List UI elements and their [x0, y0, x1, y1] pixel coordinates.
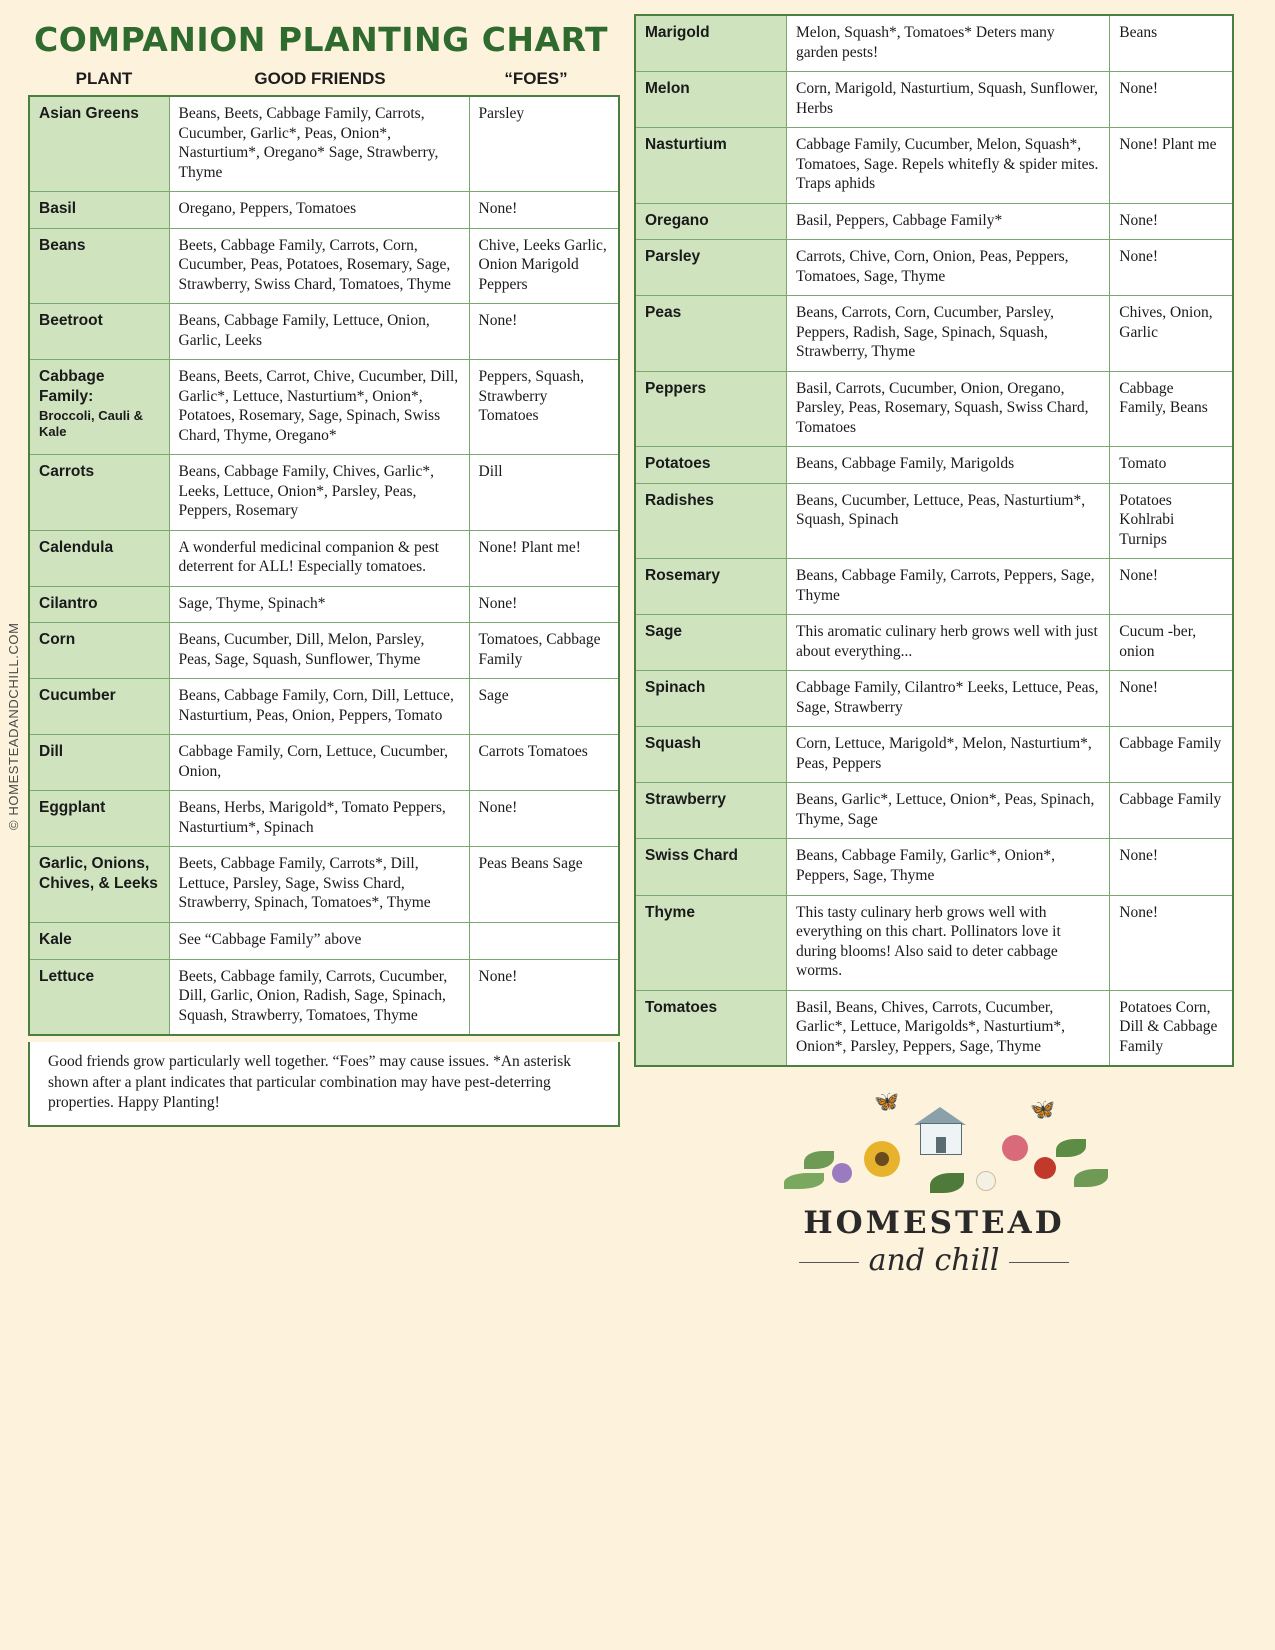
- plant-name: Eggplant: [39, 799, 106, 817]
- table-row: [635, 72, 1233, 128]
- foes-cell: Beans: [1110, 15, 1233, 72]
- foes-cell: None!: [1110, 671, 1233, 727]
- plant-name-cell: [29, 530, 169, 586]
- table-row: [29, 304, 619, 360]
- foes-cell: Sage: [469, 679, 619, 735]
- table-row: [29, 228, 619, 304]
- copyright-watermark: © HOMESTEADANDCHILL.COM: [6, 622, 21, 830]
- flower-pink-icon: [1002, 1135, 1028, 1161]
- good-friends-cell: Melon, Squash*, Tomatoes* Deters many garden pests!: [787, 15, 1110, 72]
- plant-name-cell: [29, 922, 169, 959]
- plant-name-cell: [635, 783, 787, 839]
- good-friends-cell: Beans, Cabbage Family, Corn, Dill, Lettuce, Nasturtium, Peas, Onion, Peppers, Tomato: [169, 679, 469, 735]
- plant-name: Sage: [645, 623, 683, 641]
- plant-name-cell: [29, 228, 169, 304]
- foes-cell: None!: [1110, 895, 1233, 990]
- good-friends-cell: Beets, Cabbage Family, Carrots, Corn, Cucumber, Peas, Potatoes, Rosemary, Sage, Strawberry, Swiss Chard, Tomatoes, Thyme: [169, 228, 469, 304]
- plant-name: Dill: [39, 743, 64, 761]
- foes-cell: None!: [1110, 72, 1233, 128]
- foes-cell: None!: [1110, 240, 1233, 296]
- left-chart-table: [28, 95, 620, 1036]
- table-row: [635, 447, 1233, 484]
- table-row: [635, 783, 1233, 839]
- plant-name-cell: [29, 623, 169, 679]
- plant-name: Beetroot: [39, 312, 103, 330]
- flower-red-icon: [1034, 1157, 1056, 1179]
- foes-cell: Potatoes Corn, Dill & Cabbage Family: [1110, 990, 1233, 1066]
- plant-name: Rosemary: [645, 567, 720, 585]
- plant-name: Oregano: [645, 211, 709, 229]
- table-row: [29, 922, 619, 959]
- plant-name-cell: [635, 128, 787, 204]
- plant-name: Carrots: [39, 463, 95, 481]
- butterfly-icon: 🦋: [874, 1091, 899, 1114]
- plant-name-cell: [29, 791, 169, 847]
- good-friends-cell: Basil, Carrots, Cucumber, Onion, Oregano, Parsley, Peas, Rosemary, Squash, Swiss Chard, Tomatoes: [787, 371, 1110, 447]
- foes-cell: Tomatoes, Cabbage Family: [469, 623, 619, 679]
- table-row: [29, 735, 619, 791]
- table-row: [29, 791, 619, 847]
- plant-name-cell: [635, 15, 787, 72]
- foes-cell: Tomato: [1110, 447, 1233, 484]
- good-friends-cell: A wonderful medicinal companion & pest deterrent for ALL! Especially tomatoes.: [169, 530, 469, 586]
- plant-name: Thyme: [645, 903, 695, 921]
- plant-name-cell: [635, 203, 787, 240]
- table-row: [29, 586, 619, 623]
- good-friends-cell: Beans, Cucumber, Lettuce, Peas, Nasturtium*, Squash, Spinach: [787, 483, 1110, 559]
- left-column: [28, 14, 620, 1127]
- foes-cell: None!: [469, 791, 619, 847]
- good-friends-cell: Beans, Cabbage Family, Carrots, Peppers, Sage, Thyme: [787, 559, 1110, 615]
- plant-name: Strawberry: [645, 791, 726, 809]
- plant-name: Spinach: [645, 679, 706, 697]
- right-column: [634, 14, 1234, 1315]
- foes-cell: Cabbage Family: [1110, 727, 1233, 783]
- plant-name: Peas: [645, 304, 682, 322]
- plant-name: Lettuce: [39, 967, 95, 985]
- plant-name: Kale: [39, 930, 72, 948]
- table-row: [29, 959, 619, 1035]
- plant-name-cell: [635, 559, 787, 615]
- plant-name-cell: [29, 735, 169, 791]
- plant-name-cell: [635, 483, 787, 559]
- plant-name-cell: [635, 447, 787, 484]
- good-friends-cell: Beans, Carrots, Corn, Cucumber, Parsley, Peppers, Radish, Sage, Spinach, Squash, Strawberry, Thyme: [787, 296, 1110, 372]
- logo-rule-left: [799, 1262, 859, 1263]
- plant-name-cell: [635, 615, 787, 671]
- plant-name: Marigold: [645, 24, 710, 41]
- good-friends-cell: Beans, Cucumber, Dill, Melon, Parsley, Peas, Sage, Squash, Sunflower, Thyme: [169, 623, 469, 679]
- plant-name: Calendula: [39, 538, 114, 556]
- plant-name: Peppers: [645, 379, 707, 397]
- foes-cell: None!: [1110, 203, 1233, 240]
- foes-cell: None!: [469, 192, 619, 229]
- foes-cell: Chive, Leeks Garlic, Onion Marigold Peppers: [469, 228, 619, 304]
- foes-cell: Potatoes Kohlrabi Turnips: [1110, 483, 1233, 559]
- good-friends-cell: This aromatic culinary herb grows well with just about everything...: [787, 615, 1110, 671]
- flower-white-icon: [976, 1171, 996, 1191]
- foes-cell: None!: [469, 304, 619, 360]
- plant-name: Radishes: [645, 491, 714, 509]
- plant-name-cell: [635, 240, 787, 296]
- table-row: [29, 679, 619, 735]
- table-row: [29, 455, 619, 531]
- plant-name-cell: [29, 586, 169, 623]
- good-friends-cell: Corn, Lettuce, Marigold*, Melon, Nasturtium*, Peas, Peppers: [787, 727, 1110, 783]
- plant-name-cell: [29, 360, 169, 455]
- plant-name-cell: [635, 839, 787, 895]
- table-row: [29, 847, 619, 923]
- plant-name-cell: [635, 671, 787, 727]
- table-row: [635, 203, 1233, 240]
- flower-purple-icon: [832, 1163, 852, 1183]
- foes-cell: None! Plant me: [1110, 128, 1233, 204]
- plant-name: Asian Greens: [39, 105, 139, 122]
- plant-name: Beans: [39, 236, 86, 254]
- plant-name-cell: [635, 727, 787, 783]
- good-friends-cell: See “Cabbage Family” above: [169, 922, 469, 959]
- good-friends-cell: Beans, Cabbage Family, Chives, Garlic*, Leeks, Lettuce, Onion*, Parsley, Peas, Peppers, Rosemary: [169, 455, 469, 531]
- good-friends-cell: Beans, Herbs, Marigold*, Tomato Peppers, Nasturtium*, Spinach: [169, 791, 469, 847]
- table-row: [635, 895, 1233, 990]
- table-row: [635, 559, 1233, 615]
- good-friends-cell: Beans, Cabbage Family, Marigolds: [787, 447, 1110, 484]
- plant-name: Melon: [645, 80, 690, 98]
- leaf-icon: [930, 1173, 964, 1193]
- logo-script-text: and chill: [868, 1243, 1000, 1279]
- plant-name: Garlic, Onions, Chives, & Leeks: [39, 855, 158, 892]
- foes-cell: None!: [469, 586, 619, 623]
- good-friends-cell: Sage, Thyme, Spinach*: [169, 586, 469, 623]
- plant-name: Parsley: [645, 248, 701, 266]
- good-friends-cell: Beans, Beets, Cabbage Family, Carrots, Cucumber, Garlic*, Peas, Onion*, Nasturtium*, Oregano* Sage, Strawberry, Thyme: [169, 96, 469, 192]
- logo-illustration: [744, 1085, 1124, 1205]
- table-row: [635, 990, 1233, 1066]
- page-title: COMPANION PLANTING CHART: [34, 20, 609, 59]
- header-good-friends: GOOD FRIENDS: [254, 69, 386, 88]
- leaf-icon: [1074, 1169, 1108, 1187]
- table-row: [635, 240, 1233, 296]
- foes-cell: Cabbage Family: [1110, 783, 1233, 839]
- good-friends-cell: Cabbage Family, Cilantro* Leeks, Lettuce, Peas, Sage, Strawberry: [787, 671, 1110, 727]
- leaf-icon: [804, 1151, 834, 1169]
- plant-name-cell: [29, 847, 169, 923]
- foes-cell: Carrots Tomatoes: [469, 735, 619, 791]
- good-friends-cell: Beans, Cabbage Family, Garlic*, Onion*, Peppers, Sage, Thyme: [787, 839, 1110, 895]
- good-friends-cell: Oregano, Peppers, Tomatoes: [169, 192, 469, 229]
- plant-name-cell: [29, 304, 169, 360]
- brand-logo: [634, 1085, 1234, 1315]
- table-row: [635, 839, 1233, 895]
- good-friends-cell: Beans, Garlic*, Lettuce, Onion*, Peas, Spinach, Thyme, Sage: [787, 783, 1110, 839]
- table-row: [635, 371, 1233, 447]
- plant-name: Cabbage Family:: [39, 368, 105, 405]
- good-friends-cell: Beans, Beets, Carrot, Chive, Cucumber, Dill, Garlic*, Lettuce, Nasturtium*, Onion*, Potatoes, Rosemary, Sage, Spinach, Swiss Chard, Thyme, Oregano*: [169, 360, 469, 455]
- plant-name: Basil: [39, 200, 77, 218]
- table-row: [29, 96, 619, 192]
- foes-cell: [469, 922, 619, 959]
- table-row: [635, 615, 1233, 671]
- leaf-icon: [784, 1173, 824, 1189]
- sunflower-center-icon: [875, 1152, 889, 1166]
- house-door-shape: [936, 1137, 946, 1153]
- house-icon: [912, 1103, 968, 1155]
- table-row: [635, 296, 1233, 372]
- foes-cell: None!: [1110, 559, 1233, 615]
- good-friends-cell: Beets, Cabbage Family, Carrots*, Dill, Lettuce, Parsley, Sage, Swiss Chard, Strawberry, Spinach, Tomatoes*, Thyme: [169, 847, 469, 923]
- foes-cell: None!: [1110, 839, 1233, 895]
- plant-name-cell: [635, 895, 787, 990]
- foes-cell: Parsley: [469, 96, 619, 192]
- chart-columns: [28, 14, 1257, 1315]
- plant-name: Swiss Chard: [645, 847, 739, 865]
- good-friends-cell: Cabbage Family, Corn, Lettuce, Cucumber, Onion,: [169, 735, 469, 791]
- header-foes: “FOES”: [504, 69, 568, 88]
- table-row: [635, 128, 1233, 204]
- table-row: [635, 15, 1233, 72]
- good-friends-cell: Carrots, Chive, Corn, Onion, Peas, Peppers, Tomatoes, Sage, Thyme: [787, 240, 1110, 296]
- leaf-icon: [1056, 1139, 1086, 1157]
- foes-cell: None!: [469, 959, 619, 1035]
- plant-name-sub: Broccoli, Cauli & Kale: [39, 408, 144, 439]
- table-row: [635, 727, 1233, 783]
- table-row: [635, 483, 1233, 559]
- table-row: [635, 671, 1233, 727]
- good-friends-cell: This tasty culinary herb grows well with everything on this chart. Pollinators love it during blooms! Also said to deter cabbage worms.: [787, 895, 1110, 990]
- plant-name: Cilantro: [39, 594, 98, 612]
- plant-name-cell: [635, 990, 787, 1066]
- good-friends-cell: Beans, Cabbage Family, Lettuce, Onion, Garlic, Leeks: [169, 304, 469, 360]
- logo-script: [634, 1243, 1234, 1278]
- foes-cell: Chives, Onion, Garlic: [1110, 296, 1233, 372]
- footnote: Good friends grow particularly well together. “Foes” may cause issues. *An asterisk shown after a plant indicates that particular combination may have pest-deterring properties. Happy Planting!: [28, 1042, 620, 1127]
- logo-rule-right: [1009, 1262, 1069, 1263]
- foes-cell: Peas Beans Sage: [469, 847, 619, 923]
- butterfly-icon: 🦋: [1030, 1099, 1055, 1122]
- plant-name-cell: [29, 959, 169, 1035]
- plant-name: Squash: [645, 735, 701, 753]
- good-friends-cell: Beets, Cabbage family, Carrots, Cucumber, Dill, Garlic, Onion, Radish, Sage, Spinach, Squash, Strawberry, Tomatoes, Thyme: [169, 959, 469, 1035]
- plant-name: Corn: [39, 631, 76, 649]
- foes-cell: Cucum -ber, onion: [1110, 615, 1233, 671]
- plant-name: Tomatoes: [645, 998, 718, 1016]
- plant-name-cell: [29, 679, 169, 735]
- good-friends-cell: Corn, Marigold, Nasturtium, Squash, Sunflower, Herbs: [787, 72, 1110, 128]
- foes-cell: Dill: [469, 455, 619, 531]
- plant-name: Nasturtium: [645, 136, 727, 154]
- footnote-wrap: [28, 1042, 620, 1127]
- logo-wordmark: HOMESTEAD: [803, 1205, 1065, 1242]
- plant-name-cell: [635, 296, 787, 372]
- column-headers: [28, 69, 620, 89]
- plant-name-cell: [29, 192, 169, 229]
- right-chart-table: [634, 14, 1234, 1067]
- header-plant: PLANT: [75, 69, 133, 88]
- plant-name-cell: [29, 96, 169, 192]
- plant-name: Potatoes: [645, 455, 711, 473]
- table-row: [29, 192, 619, 229]
- plant-name-cell: [29, 455, 169, 531]
- good-friends-cell: Cabbage Family, Cucumber, Melon, Squash*, Tomatoes, Sage. Repels whitefly & spider mites. Traps aphids: [787, 128, 1110, 204]
- foes-cell: None! Plant me!: [469, 530, 619, 586]
- good-friends-cell: Basil, Peppers, Cabbage Family*: [787, 203, 1110, 240]
- good-friends-cell: Basil, Beans, Chives, Carrots, Cucumber, Garlic*, Lettuce, Marigolds*, Nasturtium*, Onion*, Parsley, Peppers, Sage, Thyme: [787, 990, 1110, 1066]
- foes-cell: Cabbage Family, Beans: [1110, 371, 1233, 447]
- plant-name-cell: [635, 72, 787, 128]
- foes-cell: Peppers, Squash, Strawberry Tomatoes: [469, 360, 619, 455]
- plant-name: Cucumber: [39, 687, 116, 705]
- table-row: [29, 623, 619, 679]
- table-row: [29, 530, 619, 586]
- plant-name-cell: [635, 371, 787, 447]
- table-row: [29, 360, 619, 455]
